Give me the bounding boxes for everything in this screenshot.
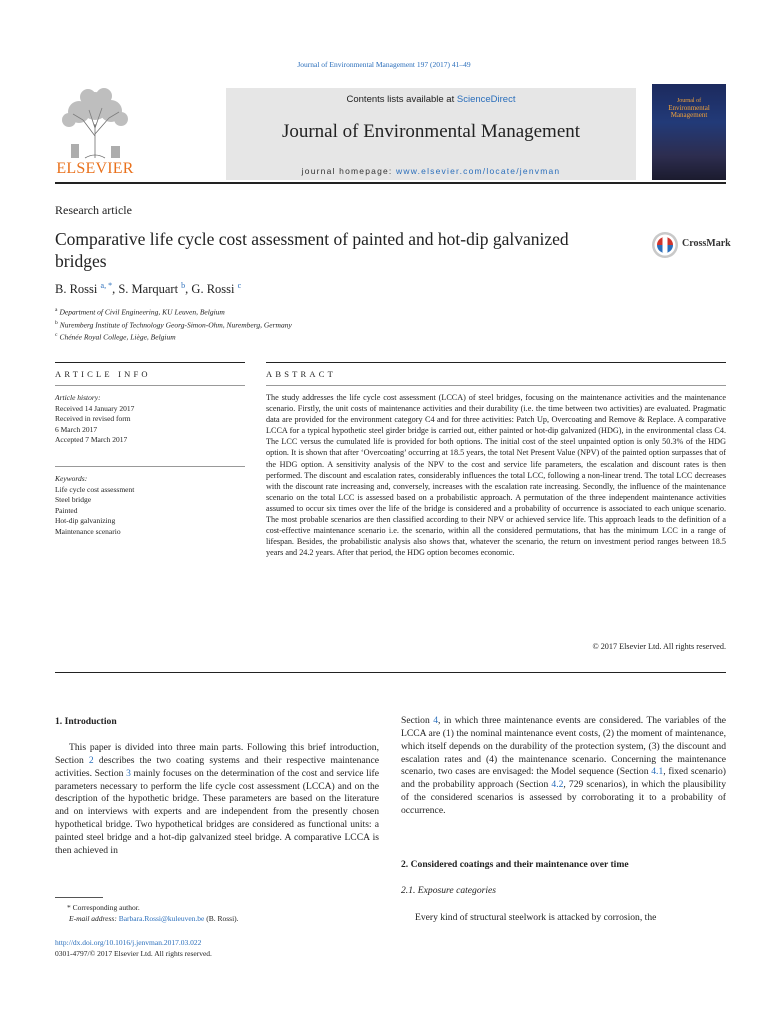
publisher-name: ELSEVIER — [56, 160, 134, 177]
section-ref-link[interactable]: 4 — [433, 715, 439, 726]
article-history-label: Article history: — [55, 393, 101, 402]
keywords-rule — [55, 466, 245, 467]
sciencedirect-link[interactable]: ScienceDirect — [456, 94, 516, 105]
journal-header-band — [226, 88, 636, 180]
keyword-item: Painted — [55, 505, 78, 515]
keywords-label: Keywords: — [55, 474, 88, 483]
abstract-text: The study addresses the life cycle cost assessment (LCCA) of steel bridges, focusing on the maintenance activities and the maintenance scenario. Firstly, the unit costs of maintenance activities and their durability (i.e. the time between two activities) are evaluated. Pragmatic data are provided for the environment category C4 and for three activities: Patch Up, Overcoating and Remove & Replace. A comparative LCCA for a typical hypothetic steel girder bridge is carried out, either painted or hot-dip galvanized (HDG), in the environmental class C4. The LCC versus the cumulated life is provided for both options. The initial cost of the steel unpainted option is only 50.3% of the HDG option. It is shown that after ‘Overcoating’ occurring at 18.5 years, the total Net Present Value (NPV) of the painted option surpasses that of the HDG option. A sensitivity analysis of the NPV to the cost and service life parameters, the escalation and discount rates is then performed. The discount and escalation rates, considerably influences the total LCC, following a non-linear trend. The total LCC decreases with the discount rate increasing and, conversely, increases with the escalation rate increasing. Secondly, the influence of the maintenance scenario on the total LCC is assessed based on a probabilistic approach. A permutation of the three independent maintenance activities assumed to occur six times over the life of the bridge is considered and a probability of occurrence is associated to each unique scenario. The most probable scenarios are then classified according to their NPV or achieved service life. This approach leads to the definition of a cost-effective maintenance scenario i.e. the scenario, within all the considered permutations, that has the minimum LCC in a range of lifespan. Besides, the probabilistic analysis also shows that, whatever the scenario, the return on investment period ranges between 18.5 years and 24.2 years. After that period, the HDG option becomes economic. — [266, 393, 726, 558]
cover-title-line1: Journal of — [676, 98, 702, 104]
journal-citation-link[interactable]: Journal of Environmental Management 197 (2017) 41–49 — [297, 60, 471, 69]
section-ref-link[interactable]: 2 — [88, 754, 94, 766]
section-2-heading: 2. Considered coatings and their maintenance over time — [401, 859, 629, 870]
introduction-paragraph: This paper is divided into three main parts. Following this brief introduction, Section 2 describes the two coating systems and their respective maintenance activities. Section 3 mainly focuses on the determination of the cost and service life parameters necessary to perform the life cycle cost assessment (LCCA) and on the description of the hypothetic bridge. These parameters are based on the literature and on interviews with experts and are independent from the presently chosen hypothetical bridge. Two hypothetical bridges are considered as functional units: a painted steel bridge and a hot-dip galvanized steel bridge. A comparative LCCA is then achieved in — [55, 742, 379, 856]
keyword-item: Maintenance scenario — [55, 526, 121, 536]
section-ref-link[interactable]: 3 — [126, 767, 131, 779]
abstract-heading: ABSTRACT — [266, 369, 336, 379]
author-email-link[interactable]: Barbara.Rossi@kuleuven.be — [118, 914, 205, 923]
body-top-rule — [55, 672, 726, 673]
contents-prefix: Contents lists available at — [346, 94, 457, 105]
crossmark-label: CrossMark — [682, 238, 731, 249]
cover-title-line3: Management — [670, 111, 708, 119]
article-history — [55, 393, 134, 446]
article-info-top-rule — [55, 362, 245, 363]
introduction-heading: 1. Introduction — [55, 716, 117, 727]
crossmark-button[interactable] — [651, 229, 731, 261]
keyword-item: Hot-dip galvanizing — [55, 516, 116, 525]
journal-homepage-link[interactable]: www.elsevier.com/locate/jenvman — [396, 166, 561, 176]
email-note: E-mail address: Barbara.Rossi@kuleuven.be (B. Rossi). — [69, 914, 239, 923]
history-received: Received 14 January 2017 — [55, 403, 135, 413]
introduction-continued-paragraph: Section 4, in which three maintenance events are considered. The variables of the LCCA are (1) the nominal maintenance event costs, (2) the moment of maintenance, which itself depends on the durability of the protection system, (3) the discount and escalation rates and (4) the maintenance scenario. Concerning the maintenance scenario, two cases are envisaged: the Model sequence (Section 4.1, fixed scenario) and the probability approach (Section 4.2, 729 scenarios), in which the plausibility of the considered scenarios is assessed by corroborating it to a probability of occurrence. — [401, 715, 726, 816]
journal-title: Journal of Environmental Management — [281, 121, 581, 142]
author-3[interactable]: G. Rossi $^c$ — [191, 281, 242, 297]
affiliation-list — [55, 305, 292, 343]
abstract-sub-rule — [266, 385, 726, 386]
article-type: Research article — [55, 203, 132, 217]
history-revised: Received in revised form — [55, 414, 131, 423]
crossmark-icon — [651, 229, 679, 261]
abstract-top-rule — [266, 362, 726, 363]
article-info-sub-rule — [55, 385, 245, 386]
keyword-item: Steel bridge — [55, 495, 92, 504]
affiliation-a: $^a$ Department of Civil Engineering, KU Leuven, Belgium — [55, 307, 225, 317]
affiliation-c: $^c$ Chénée Royal College, Liège, Belgium — [55, 332, 176, 342]
contents-line — [226, 94, 636, 105]
homepage-prefix: journal homepage: — [301, 166, 397, 176]
keywords — [55, 474, 134, 537]
issn-line: 0301-4797/© 2017 Elsevier Ltd. All rights reserved. — [55, 949, 212, 958]
footnote-rule — [55, 897, 103, 898]
journal-cover-image[interactable] — [652, 84, 726, 180]
keyword-item: Life cycle cost assessment — [55, 484, 135, 494]
corresponding-author-note: * Corresponding author. — [67, 903, 140, 912]
homepage-line — [226, 166, 636, 176]
affiliation-b: $^b$ Nuremberg Institute of Technology Georg-Simon-Ohm, Nuremberg, Germany — [55, 319, 292, 329]
doi-link[interactable]: http://dx.doi.org/10.1016/j.jenvman.2017.03.022 — [55, 938, 202, 947]
author-2[interactable]: S. Marquart $^b$ — [118, 281, 186, 297]
author-list: B. Rossi $^{a, *}$, S. Marquart $^b$, G. Rossi $^c$ — [55, 281, 242, 297]
cover-title-line2: Environmental — [668, 104, 710, 112]
history-revised-date: 6 March 2017 — [55, 424, 98, 434]
article-info-heading: ARTICLE INFO — [55, 369, 151, 379]
cover-title — [656, 98, 722, 119]
section-ref-link[interactable]: 4.2 — [551, 779, 564, 791]
author-1[interactable]: B. Rossi $^{a, *}$ — [55, 281, 113, 297]
article-title: Comparative life cycle cost assessment of painted and hot-dip galvanized bridges — [55, 229, 569, 271]
section-ref-link[interactable]: 4.1 — [651, 766, 664, 778]
section-2-1-heading: 2.1. Exposure categories — [401, 885, 497, 896]
abstract-copyright: © 2017 Elsevier Ltd. All rights reserved. — [592, 642, 726, 651]
journal-masthead — [55, 84, 726, 184]
section-2-1-paragraph: Every kind of structural steelwork is attacked by corrosion, the — [415, 912, 657, 923]
history-accepted: Accepted 7 March 2017 — [55, 435, 128, 444]
